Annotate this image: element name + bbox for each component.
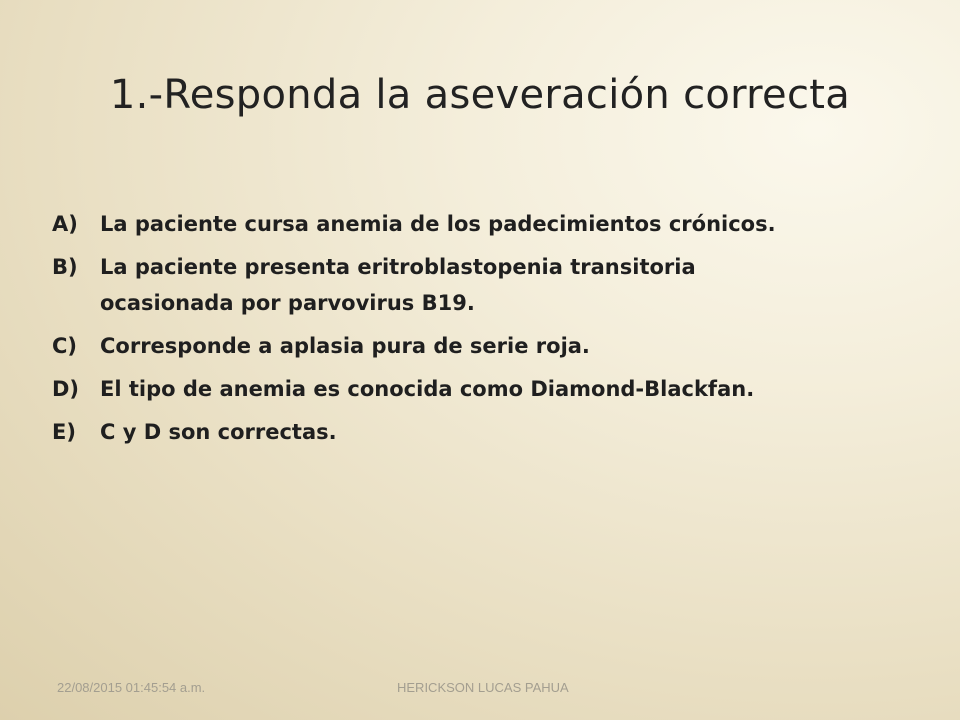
- option-letter: B): [52, 255, 78, 279]
- slide-title: 1.-Responda la aseveración correcta: [109, 72, 851, 118]
- option-letter: A): [52, 212, 78, 236]
- option-letter: D): [52, 377, 80, 401]
- answer-option-c: [52, 328, 912, 364]
- option-text: La paciente presenta eritroblastopenia transitoria ocasionada por parvovirus B19.: [100, 255, 696, 315]
- footer-date: 22/08/2015 01:45:54 a.m.: [57, 680, 206, 695]
- option-letter: C): [52, 334, 78, 358]
- option-text: El tipo de anemia es conocida como Diamond-Blackfan.: [100, 377, 755, 401]
- answer-option-e: [52, 414, 912, 450]
- option-text: Corresponde a aplasia pura de serie roja.: [100, 334, 590, 358]
- option-text: La paciente cursa anemia de los padecimientos crónicos.: [100, 212, 776, 236]
- answer-option-d: [52, 371, 912, 407]
- answer-option-b: [52, 249, 912, 321]
- option-letter: E): [52, 420, 76, 444]
- answer-options-list: [52, 206, 912, 457]
- footer-author: HERICKSON LUCAS PAHUA: [397, 680, 569, 695]
- answer-option-a: [52, 206, 912, 242]
- option-text: C y D son correctas.: [100, 420, 337, 444]
